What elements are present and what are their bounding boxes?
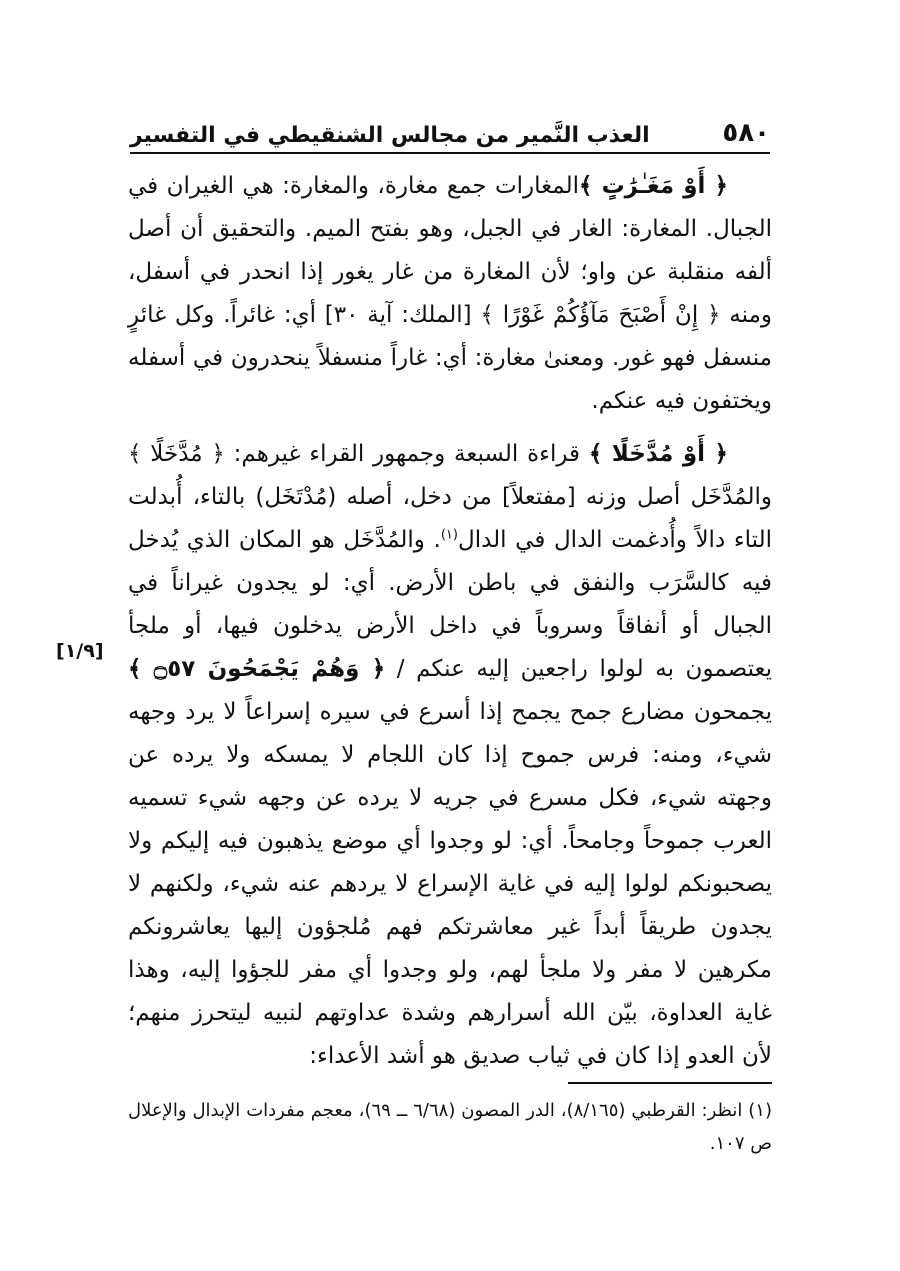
paragraph-text: قراءة السبعة وجمهور القراء غيرهم: ﴿ مُدَّخَلًا ﴾ والمُدَّخَل أصل وزنه [مفتعلاً] من دخل، أصله (مُدْتَخَل) بالتاء، أُبدلت التاء دالاً وأُدغمت الدال في الدال <box>128 441 772 553</box>
paragraph-text: . والمُدَّخَل هو المكان الذي يُدخل فيه كالسَّرَب والنفق في باطن الأرض. أي: لو يجدون غيراناً في الجبال أو أنفاقاً وسروباً في داخل الأرض يدخلون فيها، أو ملجأ يعتصمون به لولوا راجعين إليه عنكم / <box>128 527 773 682</box>
paragraph-text: المغارات جمع مغارة، والمغارة: هي الغيران في الجبال. المغارة: الغار في الجبل، وهو بفتح الميم. والتحقيق أن أصل ألفه منقلبة عن واو؛ لأن المغارة من غار يغور إذا انحدر في أسفل، ومنه ﴿ إِنْ أَصْبَحَ مَآؤُكُمْ غَوْرًا ﴾ [الملك: آية ٣٠] أي: غائراً. وكل غائرٍ منسفل فهو غور. ومعنىٰ مغارة: أي: غاراً منسفلاً ينحدرون في أسفله ويختفون فيه عنكم. <box>128 173 772 414</box>
paragraph-text: يجمحون مضارع جمح يجمح إذا أسرع في سيره إسراعاً لا يرد وجهه شيء، ومنه: فرس جموح إذا كان اللجام لا يمسكه ولا يرده عن وجهته شيء، فكل مسرع في جريه لا يرده عن وجهه شيء تسميه العرب جموحاً وجامحاً. أي: لو وجدوا أي موضع يذهبون فيه إليكم ولا يصحبونكم لولوا إليه في غاية الإسراع لا يردهم عنه شيء، ولكنهم لا يجدون طريقاً أبداً غير معاشرتكم فهم مُلجؤون إليها يعاشرونكم مكرهين لا مفر ولا ملجأ لهم، ولو وجدوا أي مفر للجؤوا إليه، وهذا غاية العداوة، بيّن الله أسرارهم وشدة عداوتهم لنبيه ليتحرز منهم؛ لأن العدو إذا كان في ثياب صديق هو أشد الأعداء: <box>128 699 772 1069</box>
footnote-marker[interactable]: (١) <box>440 527 458 543</box>
quran-verse: ﴿ أَوْ مُدَّخَلًا ﴾ <box>588 441 728 467</box>
quran-verse: ﴿ أَوْ مَغَـٰرَٰتٍ ﴾ <box>578 173 728 199</box>
main-text <box>128 165 772 1078</box>
quran-verse: ﴿ وَهُمْ يَجْمَحُونَ ۝٥٧ ﴾ <box>128 656 386 682</box>
page-number: ٥٨٠ <box>722 118 770 148</box>
page-header <box>130 110 770 148</box>
footnote-text: (١) انظر: القرطبي (٨/١٦٥)، الدر المصون (٦/٦٨ ــ ٦٩)، معجم مفردات الإبدال والإعلال ص ١٠٧. <box>128 1100 772 1154</box>
paragraph-1 <box>128 165 772 423</box>
footnote-rule <box>568 1082 772 1084</box>
manuscript-folio-ref: [١/٩] <box>56 640 104 662</box>
footnote <box>128 1094 772 1160</box>
paragraph-2 <box>128 433 772 1078</box>
header-rule <box>130 152 770 154</box>
running-title: العذب النَّمير من مجالس الشنقيطي في التفسير <box>130 123 650 148</box>
